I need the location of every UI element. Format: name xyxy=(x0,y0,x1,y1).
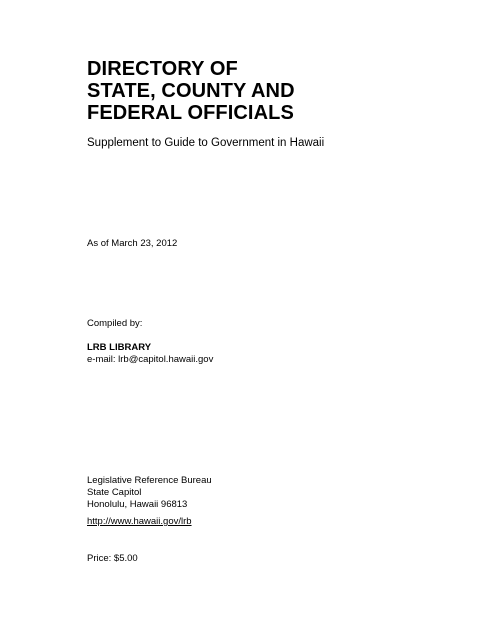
document-subtitle: Supplement to Guide to Government in Hawaii xyxy=(87,137,325,149)
document-title xyxy=(87,58,295,124)
library-email: e-mail: lrb@capitol.hawaii.gov xyxy=(87,354,214,365)
library-name: LRB LIBRARY xyxy=(87,342,152,353)
price-label: Price: $5.00 xyxy=(87,553,138,564)
compiled-by-label: Compiled by: xyxy=(87,318,143,329)
address-line-2: State Capitol xyxy=(87,487,142,498)
as-of-date: As of March 23, 2012 xyxy=(87,238,178,249)
address-line-1: Legislative Reference Bureau xyxy=(87,475,212,486)
title-line-3: FEDERAL OFFICIALS xyxy=(87,102,294,124)
library-block xyxy=(87,342,213,366)
title-line-1: DIRECTORY OF xyxy=(87,58,238,80)
address-line-3: Honolulu, Hawaii 96813 xyxy=(87,499,188,510)
title-line-2: STATE, COUNTY AND xyxy=(87,80,295,102)
lrb-website-link[interactable]: http://www.hawaii.gov/lrb xyxy=(87,516,192,527)
address-block xyxy=(87,475,212,511)
